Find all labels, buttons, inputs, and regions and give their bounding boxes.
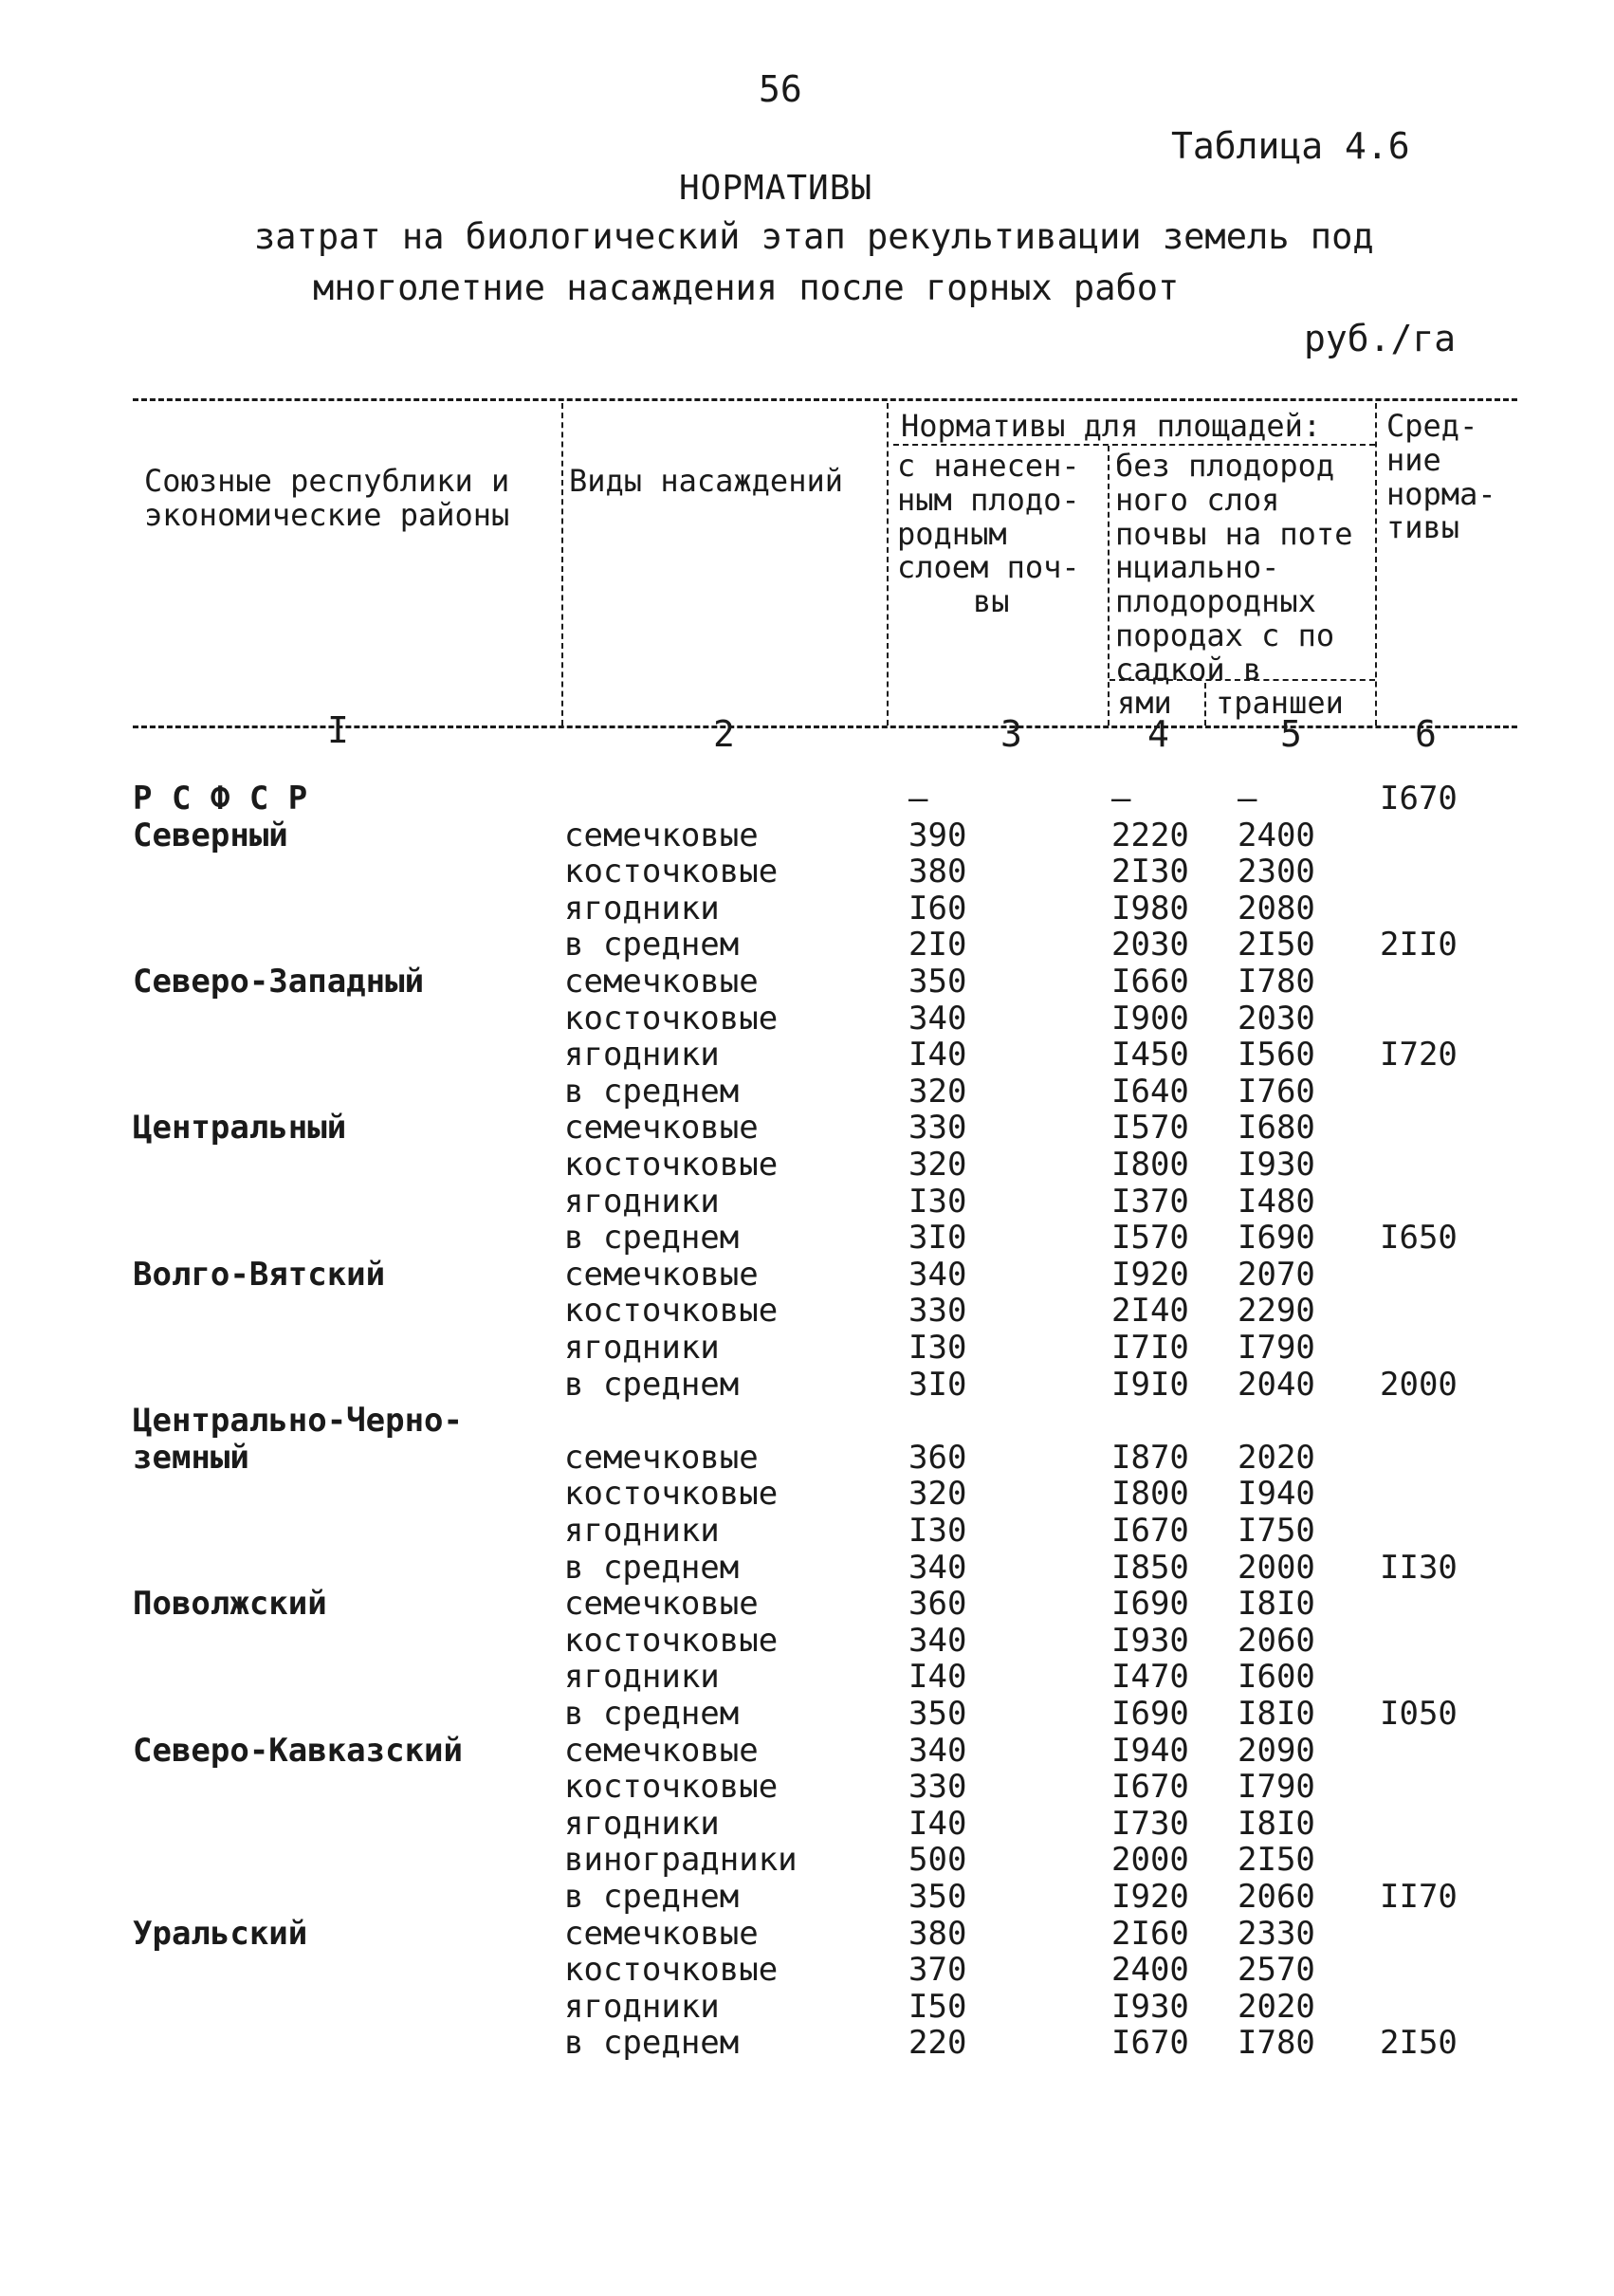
- units-label: руб./га: [1304, 318, 1457, 359]
- cell-col5: 2020: [1238, 1439, 1315, 1477]
- header-col6-line: Сред-: [1386, 408, 1478, 444]
- column-number-4: 4: [1147, 713, 1169, 755]
- cell-col4: I470: [1111, 1658, 1189, 1696]
- cell-kind: ягодники: [564, 1805, 720, 1843]
- cell-col4: 2I60: [1111, 1915, 1189, 1953]
- cell-col6: I670: [1380, 780, 1458, 817]
- cell-col3: 330: [908, 1109, 967, 1147]
- cell-col5: I560: [1238, 1036, 1315, 1074]
- cell-col4: 2400: [1111, 1951, 1189, 1989]
- cell-col3: 340: [908, 1000, 967, 1038]
- cell-col5: I780: [1238, 2024, 1315, 2062]
- cell-kind: семечковые: [564, 817, 759, 854]
- cell-col5: I930: [1238, 1146, 1315, 1184]
- cell-col4: I570: [1111, 1219, 1189, 1257]
- cell-col4: 2I30: [1111, 853, 1189, 891]
- cell-col3: 340: [908, 1622, 967, 1660]
- cell-col5: I8I0: [1238, 1695, 1315, 1733]
- cell-col3: 340: [908, 1732, 967, 1770]
- cell-col5: I480: [1238, 1183, 1315, 1221]
- cell-kind: косточковые: [564, 1475, 779, 1513]
- cell-kind: ягодники: [564, 1036, 720, 1074]
- cell-col3: 350: [908, 1878, 967, 1916]
- cell-region: Северо-Западный: [133, 963, 425, 1001]
- table-subtitle-line-1: затрат на биологический этап рекультивации земель под: [254, 216, 1374, 257]
- cell-col5: I600: [1238, 1658, 1315, 1696]
- cell-col3: 380: [908, 853, 967, 891]
- cell-col4: I920: [1111, 1256, 1189, 1294]
- cell-kind: семечковые: [564, 963, 759, 1001]
- cell-col3: 320: [908, 1073, 967, 1111]
- header-col45-line: садкой в: [1115, 651, 1262, 688]
- cell-col3: I30: [908, 1329, 967, 1367]
- cell-col3: 3I0: [908, 1219, 967, 1257]
- cell-col4: I640: [1111, 1073, 1189, 1111]
- cell-region: Северо-Кавказский: [133, 1732, 463, 1770]
- cell-col3: I40: [908, 1805, 967, 1843]
- col-separator-3-4: [1108, 446, 1110, 726]
- cell-col5: I680: [1238, 1109, 1315, 1147]
- cell-col6: 2000: [1380, 1366, 1458, 1404]
- header-col1-line: экономические районы: [144, 496, 510, 533]
- cell-col5: 2330: [1238, 1915, 1315, 1953]
- header-col45-line: ного слоя: [1115, 481, 1280, 518]
- cell-col4: I870: [1111, 1439, 1189, 1477]
- cell-col3: I30: [908, 1183, 967, 1221]
- cell-kind: семечковые: [564, 1439, 759, 1477]
- header-col45-line: нциально-: [1115, 549, 1280, 586]
- cell-col6: I650: [1380, 1219, 1458, 1257]
- cell-col5: 2040: [1238, 1366, 1315, 1404]
- cell-col5: –: [1238, 780, 1257, 817]
- column-number-1: I: [327, 709, 349, 751]
- cell-col4: 2000: [1111, 1841, 1189, 1879]
- header-col4-tail: ями: [1117, 685, 1172, 721]
- cell-kind: косточковые: [564, 1951, 779, 1989]
- header-col45-line: плодородных: [1115, 583, 1316, 620]
- page-number: 56: [759, 68, 802, 110]
- cell-kind: ягодники: [564, 1988, 720, 2026]
- cell-kind: ягодники: [564, 890, 720, 928]
- cell-kind: косточковые: [564, 1292, 779, 1330]
- cell-col4: I730: [1111, 1805, 1189, 1843]
- cell-col5: 2290: [1238, 1292, 1315, 1330]
- cell-col5: I760: [1238, 1073, 1315, 1111]
- cell-col3: 3I0: [908, 1366, 967, 1404]
- cell-kind: семечковые: [564, 1256, 759, 1294]
- cell-col3: I40: [908, 1658, 967, 1696]
- cell-col5: I8I0: [1238, 1585, 1315, 1623]
- cell-col5: 2I50: [1238, 926, 1315, 964]
- cell-col3: 330: [908, 1768, 967, 1806]
- header-col3-line: ным плодо-: [897, 481, 1080, 518]
- cell-col4: I370: [1111, 1183, 1189, 1221]
- cell-col5: I8I0: [1238, 1805, 1315, 1843]
- cell-col4: I450: [1111, 1036, 1189, 1074]
- cell-col5: I940: [1238, 1475, 1315, 1513]
- cell-col3: 340: [908, 1256, 967, 1294]
- cell-kind: в среднем: [564, 2024, 740, 2062]
- cell-col4: I9I0: [1111, 1366, 1189, 1404]
- cell-col3: I50: [908, 1988, 967, 2026]
- cell-col3: 360: [908, 1439, 967, 1477]
- cell-col4: 2I40: [1111, 1292, 1189, 1330]
- table-label: Таблица 4.6: [1171, 125, 1410, 167]
- cell-col6: I720: [1380, 1036, 1458, 1074]
- header-col45-line: без плодород: [1115, 448, 1335, 484]
- cell-kind: семечковые: [564, 1915, 759, 1953]
- cell-col5: 2030: [1238, 1000, 1315, 1038]
- cell-col3: 330: [908, 1292, 967, 1330]
- cell-region: Уральский: [133, 1915, 308, 1953]
- cell-kind: ягодники: [564, 1658, 720, 1696]
- column-number-6: 6: [1415, 713, 1437, 755]
- cell-col4: I670: [1111, 1768, 1189, 1806]
- cell-col5: 2570: [1238, 1951, 1315, 1989]
- cell-col3: –: [908, 780, 928, 817]
- cell-kind: виноградники: [564, 1841, 798, 1879]
- header-top-rule: [133, 398, 1517, 401]
- cell-col4: I930: [1111, 1988, 1189, 2026]
- header-col2: Виды насаждений: [569, 463, 843, 499]
- cell-col5: I690: [1238, 1219, 1315, 1257]
- cell-kind: в среднем: [564, 926, 740, 964]
- cell-col4: I570: [1111, 1109, 1189, 1147]
- col-separator-1-2: [561, 403, 563, 726]
- cell-col4: I670: [1111, 2024, 1189, 2062]
- cell-kind: ягодники: [564, 1329, 720, 1367]
- cell-col3: 320: [908, 1146, 967, 1184]
- cell-col3: 340: [908, 1549, 967, 1587]
- cell-col3: 380: [908, 1915, 967, 1953]
- header-col6-line: норма-: [1386, 475, 1496, 512]
- cell-kind: в среднем: [564, 1219, 740, 1257]
- cell-col5: I790: [1238, 1768, 1315, 1806]
- header-col3-line: слоем поч-: [897, 549, 1080, 586]
- cell-col5: I790: [1238, 1329, 1315, 1367]
- cell-col5: 2300: [1238, 853, 1315, 891]
- cell-kind: семечковые: [564, 1109, 759, 1147]
- cell-col6: I050: [1380, 1695, 1458, 1733]
- header-col3-line: родным: [897, 515, 1007, 552]
- cell-col3: 370: [908, 1951, 967, 1989]
- column-number-5: 5: [1280, 713, 1302, 755]
- cell-col3: 360: [908, 1585, 967, 1623]
- cell-kind: семечковые: [564, 1585, 759, 1623]
- cell-kind: ягодники: [564, 1512, 720, 1550]
- cell-col5: 2090: [1238, 1732, 1315, 1770]
- cell-col5: 2I50: [1238, 1841, 1315, 1879]
- cell-col3: 2I0: [908, 926, 967, 964]
- cell-col5: 2060: [1238, 1878, 1315, 1916]
- cell-region: земный: [133, 1439, 249, 1477]
- header-col6-line: тивы: [1386, 509, 1460, 546]
- cell-kind: в среднем: [564, 1695, 740, 1733]
- cell-col4: I670: [1111, 1512, 1189, 1550]
- cell-col4: I900: [1111, 1000, 1189, 1038]
- cell-kind: в среднем: [564, 1878, 740, 1916]
- cell-region: Центральный: [133, 1109, 347, 1147]
- col-separator-5-6: [1375, 403, 1377, 726]
- cell-col5: 2060: [1238, 1622, 1315, 1660]
- column-number-3: 3: [1000, 713, 1022, 755]
- cell-region: Северный: [133, 817, 288, 854]
- cell-col4: I7I0: [1111, 1329, 1189, 1367]
- cell-col5: 2070: [1238, 1256, 1315, 1294]
- header-col1-line: Союзные республики и: [144, 463, 510, 499]
- header-group: Нормативы для площадей:: [901, 408, 1322, 444]
- cell-col3: 390: [908, 817, 967, 854]
- col-separator-2-3: [887, 403, 889, 726]
- cell-col6: 2I50: [1380, 2024, 1458, 2062]
- cell-col3: 320: [908, 1475, 967, 1513]
- cell-col5: I750: [1238, 1512, 1315, 1550]
- header-col6-line: ние: [1386, 441, 1441, 478]
- header-col5-tail: траншеи: [1216, 685, 1344, 721]
- column-number-2: 2: [713, 713, 735, 755]
- cell-col5: 2020: [1238, 1988, 1315, 2026]
- cell-col3: 350: [908, 1695, 967, 1733]
- cell-kind: ягодники: [564, 1183, 720, 1221]
- cell-col4: I980: [1111, 890, 1189, 928]
- cell-kind: косточковые: [564, 853, 779, 891]
- header-col3-line: вы: [973, 583, 1010, 620]
- cell-kind: семечковые: [564, 1732, 759, 1770]
- cell-col6: II30: [1380, 1549, 1458, 1587]
- header-col45: [1115, 450, 1352, 688]
- header-col45-line: породах с по: [1115, 617, 1335, 654]
- cell-col4: I800: [1111, 1146, 1189, 1184]
- cell-col4: 2030: [1111, 926, 1189, 964]
- cell-kind: в среднем: [564, 1073, 740, 1111]
- cell-col4: I800: [1111, 1475, 1189, 1513]
- cell-kind: в среднем: [564, 1366, 740, 1404]
- cell-kind: в среднем: [564, 1549, 740, 1587]
- cell-region: Центрально-Черно-: [133, 1402, 463, 1440]
- cell-col4: I690: [1111, 1585, 1189, 1623]
- cell-col4: I930: [1111, 1622, 1189, 1660]
- cell-kind: косточковые: [564, 1146, 779, 1184]
- header-col3: [897, 450, 1080, 619]
- cell-col4: I920: [1111, 1878, 1189, 1916]
- cell-col5: 2000: [1238, 1549, 1315, 1587]
- cell-region: Р С Ф С Р: [133, 780, 308, 817]
- cell-kind: косточковые: [564, 1768, 779, 1806]
- header-col6: [1386, 410, 1496, 545]
- cell-col6: II70: [1380, 1878, 1458, 1916]
- cell-region: Поволжский: [133, 1585, 327, 1623]
- header-col1: [144, 465, 509, 533]
- cell-col3: I30: [908, 1512, 967, 1550]
- cell-col4: –: [1111, 780, 1131, 817]
- header-col3-line: с нанесен-: [897, 448, 1080, 484]
- cell-col4: I940: [1111, 1732, 1189, 1770]
- cell-col5: 2080: [1238, 890, 1315, 928]
- group-underline: [893, 444, 1375, 446]
- cell-col3: 220: [908, 2024, 967, 2062]
- cell-col3: 500: [908, 1841, 967, 1879]
- cell-col6: 2II0: [1380, 926, 1458, 964]
- col-separator-4-5: [1204, 683, 1206, 726]
- cell-col3: I40: [908, 1036, 967, 1074]
- cell-col3: 350: [908, 963, 967, 1001]
- cell-col4: I690: [1111, 1695, 1189, 1733]
- cell-col5: I780: [1238, 963, 1315, 1001]
- cell-col4: I850: [1111, 1549, 1189, 1587]
- cell-col4: 2220: [1111, 817, 1189, 854]
- cell-kind: косточковые: [564, 1622, 779, 1660]
- cell-col4: I660: [1111, 963, 1189, 1001]
- table-title: НОРМАТИВЫ: [679, 169, 873, 208]
- cell-kind: косточковые: [564, 1000, 779, 1038]
- cell-region: Волго-Вятский: [133, 1256, 386, 1294]
- header-col45-line: почвы на поте: [1115, 515, 1353, 552]
- table-subtitle-line-2: многолетние насаждения после горных работ: [313, 267, 1180, 308]
- cell-col5: 2400: [1238, 817, 1315, 854]
- cell-col3: I60: [908, 890, 967, 928]
